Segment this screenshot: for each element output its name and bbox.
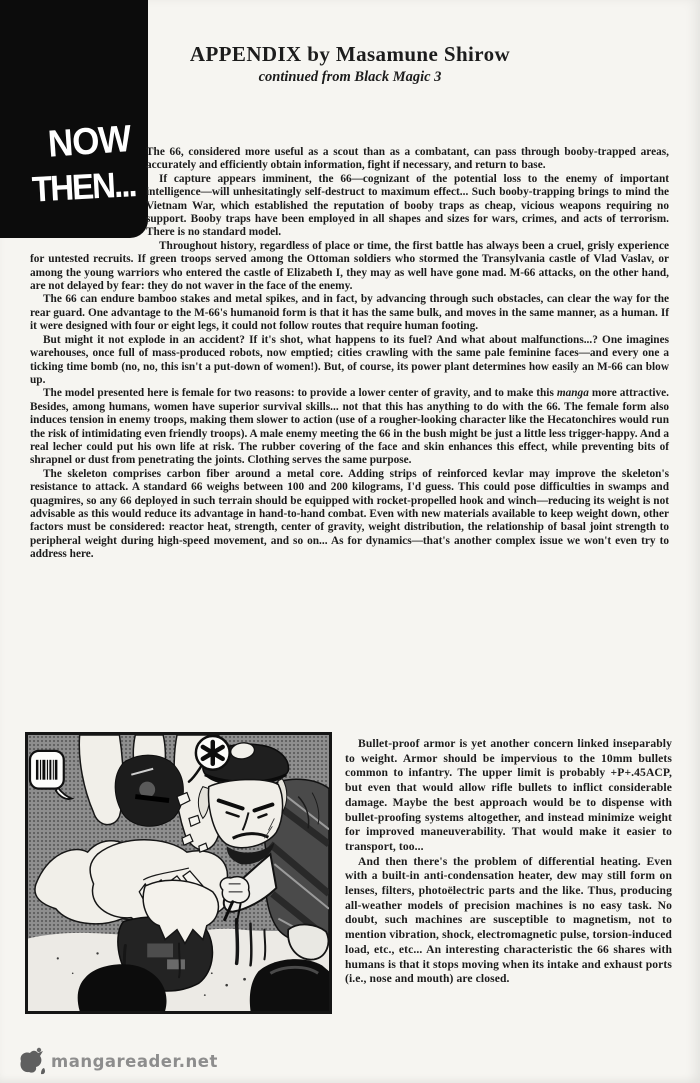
- soldier-fist: [220, 877, 249, 903]
- right-column-text: [345, 737, 672, 987]
- paragraph-segment: The model presented here is female for two reasons: to provide a lower center of gravity, and to make this: [43, 387, 557, 400]
- watermark-text: mangareader.net: [51, 1051, 218, 1071]
- machinery-block-a: [147, 943, 173, 957]
- manga-panel-illustration: [25, 732, 332, 1014]
- soldier-face: [208, 780, 282, 848]
- watermark: [15, 1044, 218, 1078]
- italic-word: manga: [556, 387, 589, 400]
- text-wrap-spacer: [30, 146, 146, 241]
- paragraph: The 66, considered more useful as a scout than as a combatant, can pass through booby-trapped areas, accurately and efficiently obtain information, fight if necessary, and return to base.: [146, 146, 669, 172]
- paragraph: The skeleton comprises carbon fiber around a metal core. Adding strips of reinforced kevlar may improve the skeleton's resistance to attack. A standard 66 weighs between 100 and 200 kilograms, I'd guess. This could pose difficulties in swamps and quagmires, so any 66 deployed in such terrain should be equipped with rocket-propelled hook and winch—reducing its weight is not advisable as this would reduce its advantage in hand-to-hand combat. Even with new materials available to keep weight down, other factors must be considered: reactor heat, strength, center of gravity, weight distribution, the relationship of basal joint strength to peripheral weight during high-speed movement, and so on... As for dynamics—that's another complex issue we won't even try to address here.: [30, 467, 669, 561]
- article-text: [30, 146, 669, 562]
- machinery-block-b: [167, 959, 185, 969]
- soldier-figure: [198, 741, 329, 959]
- header: [0, 42, 700, 86]
- paragraph: [30, 387, 669, 467]
- now-then-line1: NOW: [46, 117, 132, 166]
- mangareader-logo-icon: [15, 1046, 47, 1076]
- barcode-speech-bubble: [30, 751, 72, 799]
- page-subtitle: continued from Black Magic 3: [258, 69, 442, 85]
- page-title: APPENDIX by Masamune Shirow: [189, 42, 511, 66]
- paragraph: But might it not explode in an accident? If it's shot, what happens to its fuel? And what about malfunctions...? One imagines warehouses, once full of mass-produced robots, now emptied; cities crawling with the same pale feminine faces—and every one a ticking time bomb (no, no, this isn't a put-down of women!). But, of course, its power plant determines how easily an M-66 can blow up.: [30, 333, 669, 386]
- panel-drawing: [28, 735, 329, 1011]
- paragraph: Bullet-proof armor is yet another concern linked inseparably to weight. Armor should be impervious to the 10mm bullets common to infantry. The upper limit is probably +P+.45ACP, but even that would allow rifle bullets to inflict considerable damage. Maybe the best approach would be to dispense with bullet-proofing systems altogether, and instead minimize weight for improved maneuverability. That would make it easier to transport, too...: [345, 737, 672, 853]
- paragraph: If capture appears imminent, the 66—cognizant of the potential loss to the enemy of important intelligence—will unhesitatingly self-destruct to maximum effect... Such booby-trapping brings to mind the Vietnam War, which established the reputation of booby traps as cheap, vicious weapons requiring no support. Booby traps have been employed in all shapes and sizes for wars, crimes, and acts of terrorism. There is no standard model.: [146, 172, 669, 239]
- now-then-line2: THEN...: [30, 163, 137, 210]
- bubble-tail: [56, 788, 72, 799]
- paragraph: And then there's the problem of differential heating. Even with a built-in anti-condensation heater, dew may still form on lenses, filters, photoëlectric parts and the like. Thus, producing all-weather models of precision machines is no easy task. No doubt, such machines are susceptible to magnetism, not to mention vibration, shock, electromagnetic pulse, torsion-induced load, etc., etc... An interesting characteristic the 66 shares with humans is that it stops moving when its intake and exhaust ports (i.e., nose and mouth) are closed.: [345, 854, 672, 986]
- paragraph-segment: more attractive. Besides, among humans, women have superior survival skills... not that this has anything to do with the 66. The female form also induces tension in enemy troops, making them slower to action (use of a rougher-looking character like the Hecatonchires would run the risk of intimidating even friendly troops). A male enemy meeting the 66 in the bush might be just a little less trigger-happy. And a real lecher could put his own life at risk. The rubber covering of the face and skin enhances this effect, while preventing bits of shrapnel or dust from penetrating the joints. Clothing serves the same purpose.: [30, 387, 669, 467]
- paragraph: Throughout history, regardless of place or time, the first battle has always been a cruel, grisly experience for untested recruits. If green troops served among the Ottoman soldiers who stormed the Transylvania castle of Vlad Vaslav, or among the young warriors who entered the castle of Elizabeth I, they may as well have gone mad. M-66 attacks, on the other hand, are not delayed by fear: they do not waver in the face of the enemy.: [30, 239, 669, 293]
- paragraph: The 66 can endure bamboo stakes and metal spikes, and in fact, by advancing through such obstacles, can clear the way for the rear guard. One advantage to the M-66's humanoid form is that it has the same bulk, and moves in the same manner, as a human. If it were designed with four or eight legs, it could not follow routes that require human footing.: [30, 293, 669, 333]
